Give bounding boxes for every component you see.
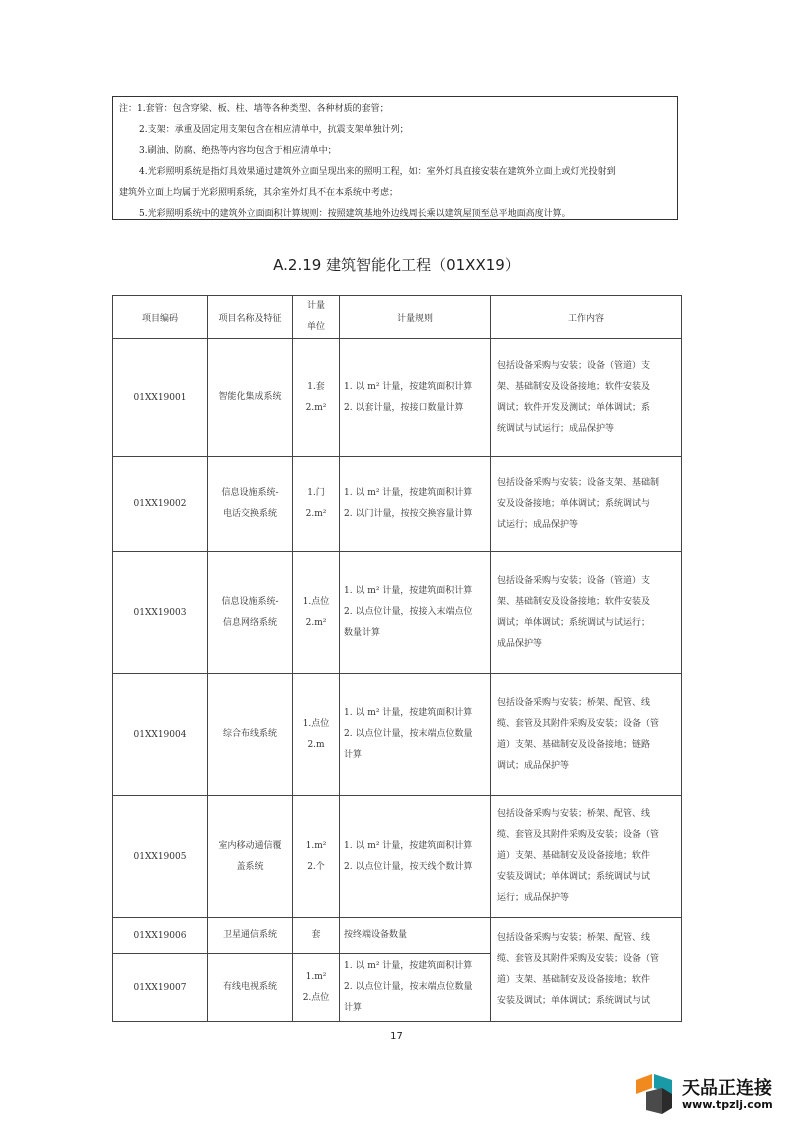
work-line: 包括设备采购与安装；桥架、配管、线	[497, 932, 651, 943]
unit-line: 2.点位	[302, 992, 330, 1003]
item-rule	[340, 918, 491, 954]
work-line: 包括设备采购与安装；桥架、配管、线	[497, 809, 651, 819]
work-line: 包括设备采购与安装；设备（管道）支	[497, 575, 651, 586]
item-code: 01XX19006	[113, 918, 208, 954]
item-unit	[293, 796, 340, 918]
item-rule	[340, 954, 491, 1022]
work-line: 试运行；成品保护等	[497, 519, 579, 530]
section-title: A.2.19 建筑智能化工程（01XX19）	[273, 256, 520, 274]
item-unit	[293, 918, 340, 954]
work-line: 道）支架、基础制安及设备接地；软件	[497, 974, 651, 985]
unit-line: 1.套	[307, 381, 325, 392]
unit-line: 2.m²	[305, 617, 327, 628]
table-header-row	[113, 296, 682, 339]
work-line: 缆、套管及其附件采购及安装；设备（管	[497, 830, 660, 840]
item-code: 01XX19002	[113, 457, 208, 552]
header-unit	[293, 296, 340, 339]
work-line: 缆、套管及其附件采购及安装；设备（管	[497, 718, 660, 729]
logo-cube-icon	[632, 1074, 676, 1116]
item-name-line: 卫星通信系统	[222, 930, 277, 940]
note-line: 建筑外立面上均属于光彩照明系统，其余室外灯具不在本系统中考虑；	[119, 188, 399, 198]
item-work	[491, 918, 682, 1022]
item-work	[491, 796, 682, 918]
item-name	[208, 674, 293, 796]
note-line: 2.支架：承重及固定用支架包含在相应清单中，抗震支架单独计列；	[139, 125, 409, 135]
unit-line: 1.m²	[305, 971, 327, 982]
unit-line: 1.点位	[302, 718, 330, 729]
work-line: 架、基础制安及设备接地；软件安装及	[497, 381, 651, 392]
item-rule	[340, 552, 491, 674]
work-line: 调试；单体调试；系统调试与试运行；	[497, 617, 651, 628]
rule-line: 计算	[344, 1003, 363, 1013]
item-rule	[340, 339, 491, 457]
unit-line: 1.门	[307, 488, 325, 498]
quantity-table	[112, 295, 682, 1022]
item-code: 01XX19001	[113, 339, 208, 457]
item-name-line: 有线电视系统	[222, 982, 277, 992]
item-work	[491, 552, 682, 674]
item-name-line: 信息设施系统-	[221, 488, 279, 498]
unit-line: 2.m²	[305, 402, 327, 413]
unit-line: 1.点位	[302, 596, 330, 607]
item-code: 01XX19005	[113, 796, 208, 918]
item-name	[208, 796, 293, 918]
work-line: 道）支架、基础制安及设备接地；软件	[497, 851, 651, 861]
item-name-line: 信息设施系统-	[221, 596, 279, 607]
header-code: 项目编码	[113, 296, 208, 339]
item-rule	[340, 674, 491, 796]
watermark-name: 天品正连接	[682, 1078, 772, 1099]
rule-line: 2. 以套计量，按接口数量计算	[344, 402, 464, 413]
page-number: 17	[390, 1031, 403, 1042]
rule-line: 2. 以点位计量，按末端点位数量	[344, 982, 473, 992]
item-name	[208, 954, 293, 1022]
unit-line: 套	[311, 930, 321, 940]
item-unit	[293, 552, 340, 674]
item-rule	[340, 796, 491, 918]
note-line: 注：1.套管：包含穿梁、板、柱、墙等各种类型、各种材质的套管；	[119, 104, 389, 114]
item-work	[491, 457, 682, 552]
table-row	[113, 918, 682, 954]
work-line: 包括设备采购与安装；设备（管道）支	[497, 360, 651, 371]
work-line: 包括设备采购与安装；设备支架、基础制	[497, 477, 660, 488]
unit-line: 2.m	[307, 739, 325, 750]
item-name-line: 室内移动通信覆	[218, 840, 282, 851]
item-name	[208, 457, 293, 552]
work-line: 成品保护等	[497, 638, 543, 649]
rule-line: 计算	[344, 750, 363, 760]
rule-line: 2. 以点位计量，按天线个数计算	[344, 861, 473, 872]
watermark-url: www.tpzlj.com	[682, 1098, 773, 1111]
rule-line: 1. 以 m² 计量，按建筑面积计算	[344, 381, 473, 392]
item-code: 01XX19007	[113, 954, 208, 1022]
item-work	[491, 674, 682, 796]
item-name	[208, 552, 293, 674]
item-name-line: 信息网络系统	[222, 617, 277, 628]
item-unit	[293, 674, 340, 796]
item-rule	[340, 457, 491, 552]
header-unit-line: 单位	[306, 322, 325, 332]
work-line: 包括设备采购与安装；桥架、配管、线	[497, 697, 651, 708]
note-line: 3.刷油、防腐、绝热等内容均包含于相应清单中；	[139, 146, 337, 156]
item-name	[208, 918, 293, 954]
table-row	[113, 796, 682, 918]
note-line: 4.光彩照明系统是指灯具效果通过建筑外立面呈现出来的照明工程，如：室外灯具直接安装在建筑外立面上或灯光投射到	[139, 167, 616, 177]
header-rule: 计量规则	[340, 296, 491, 339]
rule-line: 2. 以门计量，按按交换容量计算	[344, 509, 473, 519]
item-code: 01XX19004	[113, 674, 208, 796]
rule-line: 1. 以 m² 计量，按建筑面积计算	[344, 840, 473, 851]
note-line: 5.光彩照明系统中的建筑外立面面积计算规则：按照建筑基地外边线周长乘以建筑屋顶至总平地面高度计算。	[139, 209, 571, 219]
rule-line: 1. 以 m² 计量，按建筑面积计算	[344, 961, 473, 971]
rule-line: 按终端设备数量	[344, 930, 408, 940]
rule-line: 数量计算	[344, 628, 381, 638]
item-work	[491, 339, 682, 457]
work-line: 统调试与试运行；成品保护等	[497, 423, 615, 434]
work-line: 道）支架、基础制安及设备接地；链路	[497, 739, 651, 750]
rule-line: 2. 以点位计量，按末端点位数量	[344, 729, 473, 739]
item-code: 01XX19003	[113, 552, 208, 674]
work-line: 运行；成品保护等	[497, 893, 570, 903]
unit-line: 1.m²	[305, 840, 327, 851]
table-row	[113, 674, 682, 796]
work-line: 安装及调试；单体调试；系统调试与试	[497, 872, 651, 882]
rule-line: 1. 以 m² 计量，按建筑面积计算	[344, 586, 473, 596]
work-line: 架、基础制安及设备接地；软件安装及	[497, 596, 651, 607]
table-row	[113, 339, 682, 457]
rule-line: 1. 以 m² 计量，按建筑面积计算	[344, 708, 473, 718]
watermark-logo	[632, 1074, 782, 1116]
item-name-line: 电话交换系统	[222, 509, 277, 519]
item-unit	[293, 457, 340, 552]
item-unit	[293, 339, 340, 457]
work-line: 调试；成品保护等	[497, 760, 570, 771]
work-line: 安装及调试；单体调试；系统调试与试	[497, 995, 651, 1006]
header-name: 项目名称及特征	[208, 296, 293, 339]
table-row	[113, 552, 682, 674]
notes-box	[112, 96, 678, 220]
header-unit-line: 计量	[306, 301, 325, 311]
unit-line: 2.个	[307, 861, 325, 872]
rule-line: 1. 以 m² 计量，按建筑面积计算	[344, 488, 473, 498]
table-row	[113, 457, 682, 552]
item-name-line: 智能化集成系统	[218, 392, 282, 402]
unit-line: 2.m²	[305, 509, 327, 519]
item-unit	[293, 954, 340, 1022]
work-line: 调试；软件开发及测试；单体调试；系	[497, 402, 651, 413]
rule-line: 2. 以点位计量，按接入末端点位	[344, 607, 473, 617]
work-line: 安及设备接地；单体调试；系统调试与	[497, 498, 651, 509]
header-work: 工作内容	[491, 296, 682, 339]
item-name-line: 综合布线系统	[222, 729, 277, 739]
work-line: 缆、套管及其附件采购及安装；设备（管	[497, 953, 660, 964]
item-name	[208, 339, 293, 457]
item-name-line: 盖系统	[236, 861, 264, 872]
